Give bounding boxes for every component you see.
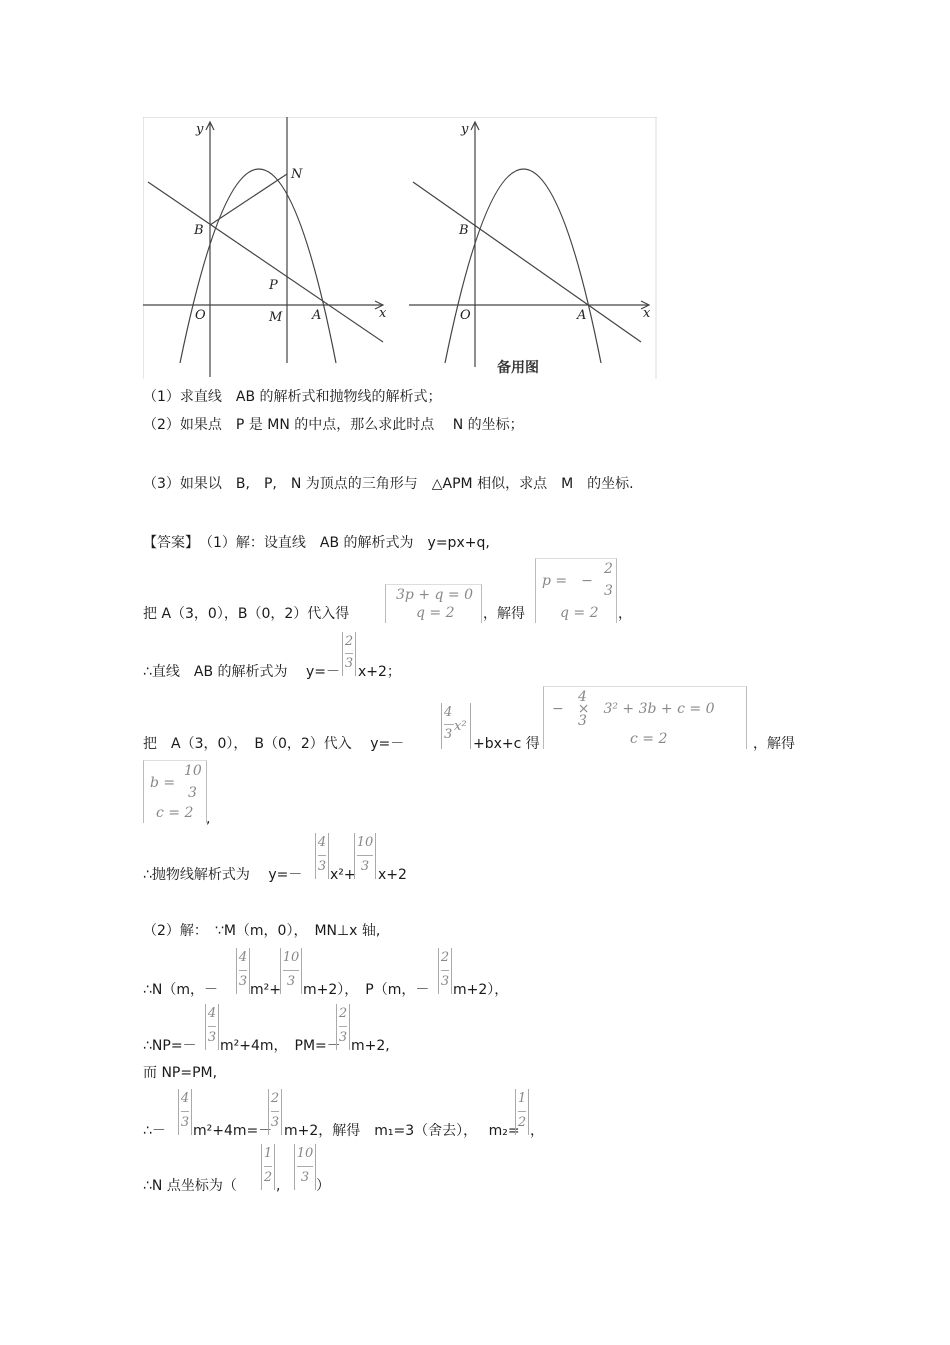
fraction-10-3-a: 10 3 [354, 833, 376, 879]
answer-line-4b: +bx+c 得 [473, 736, 540, 752]
label-a: A [312, 308, 322, 323]
system1-row2: q = 2 [416, 605, 455, 621]
answer-line-12a: ∴N 点坐标为（ [143, 1178, 237, 1194]
fraction-10-3-c: 10 3 [294, 1144, 316, 1190]
answer-line-11b: m²+4m=－ [193, 1123, 273, 1139]
answer-line-2a: 把 A（3，0），B（0，2）代入得 [143, 606, 350, 622]
fraction-2-3-c: 2 3 [336, 1004, 350, 1050]
solution2-row2: c = 2 [156, 805, 194, 821]
fraction-2-3-a: 2 3 [342, 632, 356, 676]
parabola [180, 169, 336, 363]
answer-line-8c: m+2）， P（m，－ [303, 982, 430, 998]
segment-bn [210, 174, 287, 225]
solution1-numerator: 2 [604, 561, 613, 577]
fraction-1-2-a: 1 2 [515, 1089, 529, 1135]
answer-line-6b: x²+ [330, 867, 356, 883]
label-o-2: O [460, 308, 471, 323]
fraction-4-3-x2: 4 3 x² [441, 703, 471, 749]
answer-line-5: , [206, 811, 211, 827]
fraction-2-3-d: 2 3 [268, 1089, 282, 1135]
label-b: B [194, 223, 204, 238]
main-figure [143, 117, 387, 377]
system2-row2: c = 2 [630, 731, 668, 747]
figures [143, 117, 657, 379]
answer-line-8b: m²+ [250, 982, 281, 998]
line-ab [148, 182, 383, 342]
solution2-den: 3 [188, 785, 197, 801]
fraction-10-3-b: 10 3 [280, 948, 302, 994]
answer-line-4c: ，解得 [753, 736, 795, 752]
solution1-denominator: 3 [604, 583, 613, 599]
answer-line-9c: m+2, [351, 1038, 390, 1054]
answer-line-9a: ∴NP=－ [143, 1038, 197, 1054]
fraction-4-3-d: 4 3 [205, 1004, 219, 1050]
label-a-2: A [577, 308, 587, 323]
answer-line-11d: ， [530, 1123, 544, 1139]
answer-line-7: （2）解： ∵M（m，0）， MN⊥x 轴, [143, 923, 381, 939]
answer-line-2b: ，解得 [483, 606, 525, 622]
answer-line-4a: 把 A（3，0）， B（0，2）代入 y=－ [143, 736, 405, 752]
answer-line-2c: ， [618, 606, 632, 622]
system2-row1: − × 3² + 3b + c = 0 [552, 701, 715, 717]
question-1: （1）求直线 AB 的解析式和抛物线的解析式； [143, 389, 442, 405]
label-o: O [195, 308, 206, 323]
answer-line-11c: m+2，解得 m₁=3（舍去）， m₂= [284, 1123, 520, 1139]
answer-line-8d: m+2）， [453, 982, 509, 998]
question-2: （2）如果点 P 是 MN 的中点，那么求此时点 N 的坐标； [143, 417, 524, 433]
fraction-1-2-b: 1 2 [261, 1144, 275, 1190]
label-y-2: y [461, 122, 469, 137]
fraction-4-3-b: 4 3 [315, 833, 329, 879]
label-n: N [291, 167, 303, 182]
label-x-2: x [643, 306, 651, 321]
answer-line-11a: ∴－ [143, 1123, 166, 1139]
question-3: （3）如果以 B, P, N 为顶点的三角形与 △APM 相似，求点 M 的坐标. [143, 476, 634, 492]
label-p: P [269, 278, 278, 293]
answer-line-8a: ∴N（m，－ [143, 982, 219, 998]
backup-caption: 备用图 [497, 360, 539, 376]
answer-line-3b: x+2； [358, 664, 401, 680]
solution-system-2 [143, 760, 207, 823]
backup-figure [409, 122, 651, 376]
figure-svg [143, 117, 657, 379]
equation-system-2 [543, 686, 747, 749]
system1-row1: 3p + q = 0 [396, 587, 473, 603]
solution2-row1: b = [150, 775, 176, 791]
label-b-2: B [459, 223, 469, 238]
fraction-4-3-e: 4 3 [178, 1089, 192, 1135]
system2-num: 4 [578, 689, 587, 705]
parabola-2 [445, 169, 601, 363]
answer-line-6a: ∴抛物线解析式为 y=－ [143, 867, 303, 883]
answer-line-9b: m²+4m， PM=－ [220, 1038, 341, 1054]
label-y: y [196, 122, 204, 137]
label-m: M [269, 310, 283, 325]
answer-line-3a: ∴直线 AB 的解析式为 y=－ [143, 664, 341, 680]
solution1-row1: p = − [542, 573, 593, 589]
line-ab-2 [413, 182, 641, 342]
label-x: x [379, 306, 387, 321]
answer-line-10: 而 NP=PM, [143, 1065, 218, 1081]
answer-line-6c: x+2 [378, 867, 407, 883]
equation-system-1 [385, 584, 482, 623]
answer-line-1: 【答案】 （1）解：设直线 AB 的解析式为 y=px+q, [143, 535, 490, 551]
solution-system-1 [535, 558, 617, 623]
system2-den: 3 [578, 713, 587, 729]
answer-line-12c: ） [316, 1178, 330, 1194]
fraction-4-3-c: 4 3 [236, 948, 250, 994]
solution2-num: 10 [184, 763, 202, 779]
solution1-row2: q = 2 [560, 605, 599, 621]
fraction-2-3-b: 2 3 [438, 948, 452, 994]
answer-line-12b: , [276, 1178, 281, 1194]
